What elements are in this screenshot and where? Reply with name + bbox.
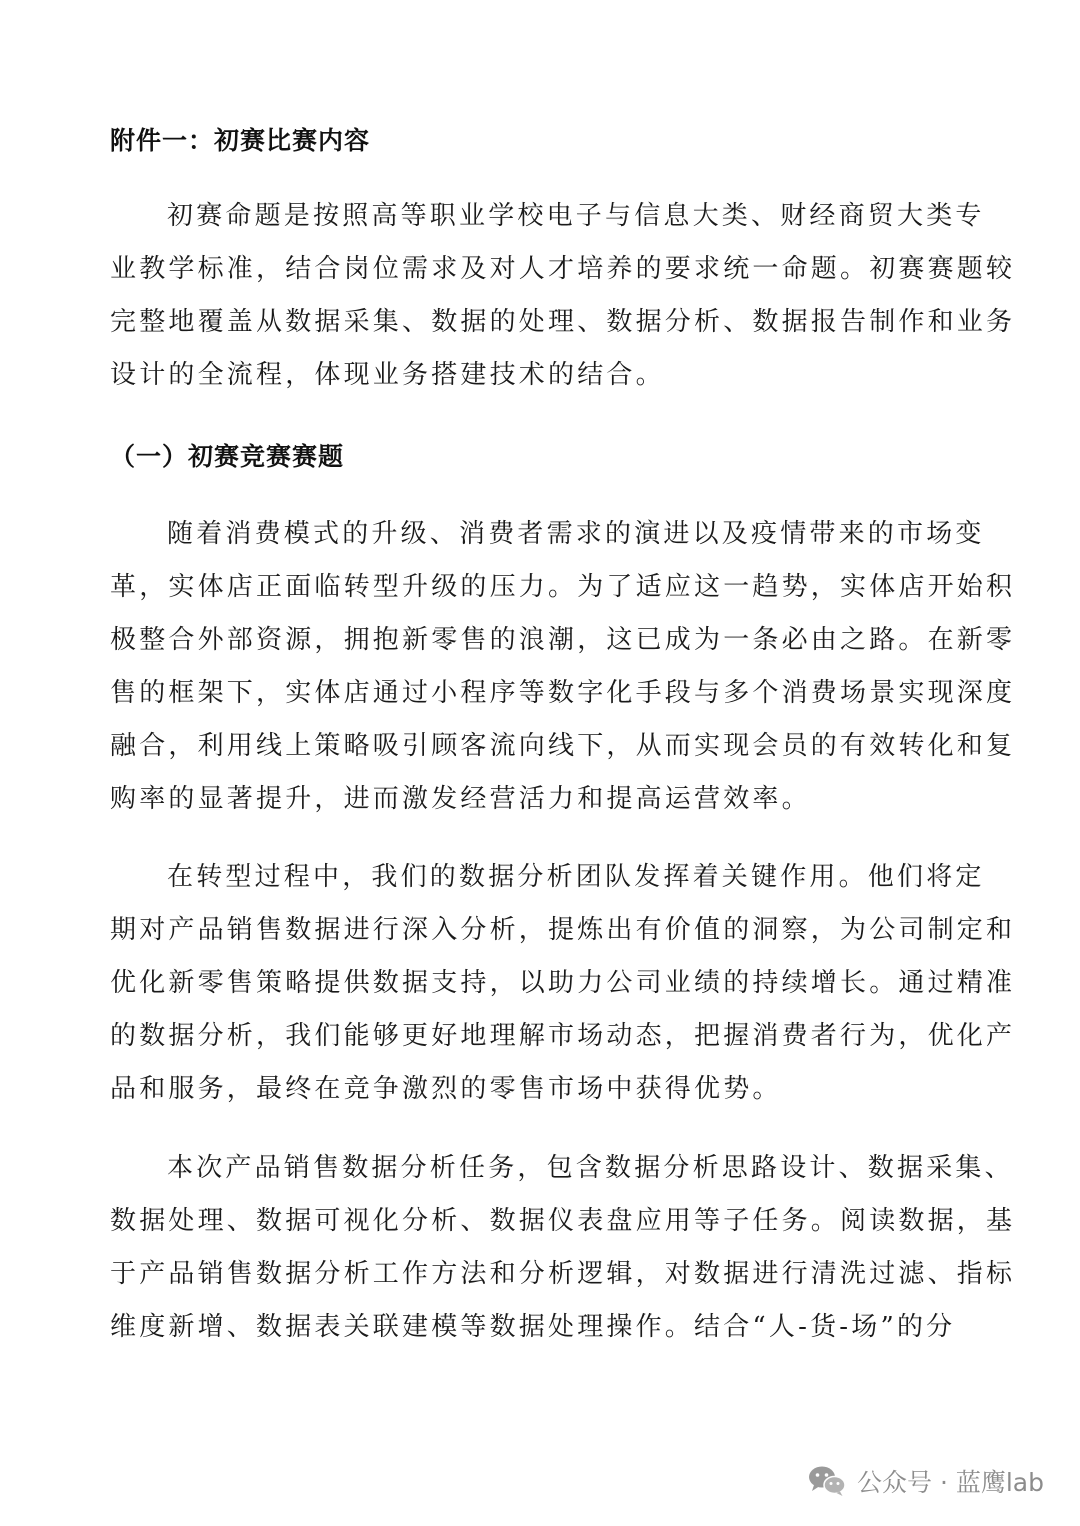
paragraph-line: 维度新增、数据表关联建模等数据处理操作。结合“人-货-场”的分 (110, 1312, 956, 1342)
paragraph-line: 于产品销售数据分析工作方法和分析逻辑，对数据进行清洗过滤、指标 (110, 1259, 1016, 1289)
paragraph-line: 本次产品销售数据分析任务，包含数据分析思路设计、数据采集、 (167, 1153, 1014, 1183)
paragraph-line: 优化新零售策略提供数据支持，以助力公司业绩的持续增长。通过精准 (110, 968, 1016, 998)
paragraph-line: 完整地覆盖从数据采集、数据的处理、数据分析、数据报告制作和业务 (110, 307, 1016, 337)
paragraph-background (110, 508, 1016, 826)
paragraph-line: 初赛命题是按照高等职业学校电子与信息大类、财经商贸大类专 (167, 201, 985, 231)
paragraph-line: 随着消费模式的升级、消费者需求的演进以及疫情带来的市场变 (167, 519, 985, 549)
watermark (807, 1463, 1044, 1499)
paragraph-line: 设计的全流程，体现业务搭建技术的结合。 (110, 360, 665, 390)
wechat-icon (807, 1464, 847, 1498)
paragraph-line: 极整合外部资源，拥抱新零售的浪潮，这已成为一条必由之路。在新零 (110, 625, 1016, 655)
attachment-heading: 附件一：初赛比赛内容 (110, 126, 371, 155)
paragraph-line: 融合，利用线上策略吸引顾客流向线下，从而实现会员的有效转化和复 (110, 731, 1016, 761)
paragraph-line: 期对产品销售数据进行深入分析，提炼出有价值的洞察，为公司制定和 (110, 915, 1016, 945)
section-heading: （一）初赛竞赛赛题 (110, 442, 345, 471)
watermark-text: 公众号 · 蓝鹰lab (857, 1468, 1044, 1497)
paragraph-line: 数据处理、数据可视化分析、数据仪表盘应用等子任务。阅读数据，基 (110, 1206, 1016, 1236)
paragraph-line: 品和服务，最终在竞争激烈的零售市场中获得优势。 (110, 1074, 782, 1104)
paragraph-intro (110, 190, 1016, 402)
paragraph-line: 售的框架下，实体店通过小程序等数字化手段与多个消费场景实现深度 (110, 678, 1016, 708)
paragraph-line: 的数据分析，我们能够更好地理解市场动态，把握消费者行为，优化产 (110, 1021, 1016, 1051)
paragraph-task (110, 1142, 1016, 1354)
paragraph-line: 在转型过程中，我们的数据分析团队发挥着关键作用。他们将定 (167, 862, 985, 892)
paragraph-team (110, 851, 1016, 1116)
paragraph-line: 革，实体店正面临转型升级的压力。为了适应这一趋势，实体店开始积 (110, 572, 1016, 602)
paragraph-line: 购率的显著提升，进而激发经营活力和提高运营效率。 (110, 784, 811, 814)
paragraph-line: 业教学标准，结合岗位需求及对人才培养的要求统一命题。初赛赛题较 (110, 254, 1016, 284)
